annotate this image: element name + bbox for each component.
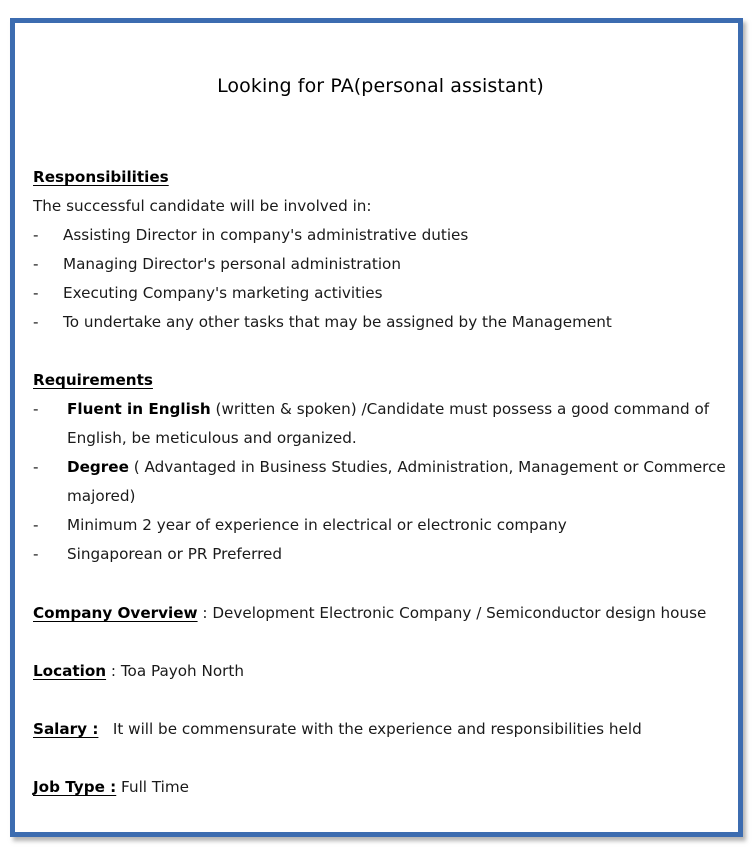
requirement-text: Singaporean or PR Preferred (67, 545, 282, 563)
bullet-dash: - (33, 284, 39, 302)
requirement-text: Minimum 2 year of experience in electrical or electronic company (67, 516, 567, 534)
job-type-value: Full Time (116, 778, 190, 796)
responsibility-item (33, 283, 383, 303)
bullet-dash: - (33, 516, 39, 534)
requirement-bold: Degree (67, 458, 129, 476)
responsibility-text: Managing Director's personal administration (63, 255, 401, 273)
company-overview-value: : Development Electronic Company / Semiconductor design house (197, 604, 707, 622)
responsibility-text: Executing Company's marketing activities (63, 284, 383, 302)
bullet-dash: - (33, 545, 39, 563)
requirements-heading (33, 370, 153, 390)
responsibilities-heading (33, 167, 169, 187)
requirement-item (33, 399, 709, 419)
responsibilities-heading-text: Responsibilities (33, 168, 169, 186)
responsibility-item (33, 225, 468, 245)
document-frame (10, 18, 743, 837)
responsibility-text: Assisting Director in company's administrative duties (63, 226, 469, 244)
requirements-heading-text: Requirements (33, 371, 153, 389)
requirement-continuation: English, be meticulous and organized. (67, 429, 357, 447)
responsibility-item (33, 254, 401, 274)
company-overview-label: Company Overview (33, 604, 198, 622)
requirement-item (33, 544, 282, 564)
responsibilities-intro: The successful candidate will be involved in: (33, 197, 372, 215)
bullet-dash: - (33, 458, 39, 476)
company-overview (33, 603, 706, 623)
bullet-dash: - (33, 226, 39, 244)
salary-value: It will be commensurate with the experience and responsibilities held (98, 720, 642, 738)
page-title: Looking for PA(personal assistant) (217, 75, 544, 97)
responsibility-text: To undertake any other tasks that may be assigned by the Management (63, 313, 612, 331)
location-value: : Toa Payoh North (106, 662, 244, 680)
bullet-dash: - (33, 313, 39, 331)
job-type-label: Job Type : (33, 778, 117, 796)
requirement-text: ( Advantaged in Business Studies, Administration, Management or Commerce (128, 458, 726, 476)
requirement-continuation: majored) (67, 487, 136, 505)
salary (33, 719, 642, 739)
location (33, 661, 244, 681)
job-type (33, 777, 189, 797)
bullet-dash: - (33, 255, 39, 273)
requirement-text: (written & spoken) /Candidate must possess a good command of (210, 400, 710, 418)
requirement-item (33, 457, 726, 477)
requirement-item (33, 515, 567, 535)
responsibility-item (33, 312, 612, 332)
requirement-bold: Fluent in English (67, 400, 211, 418)
location-label: Location (33, 662, 107, 680)
salary-label: Salary : (33, 720, 99, 738)
bullet-dash: - (33, 400, 39, 418)
